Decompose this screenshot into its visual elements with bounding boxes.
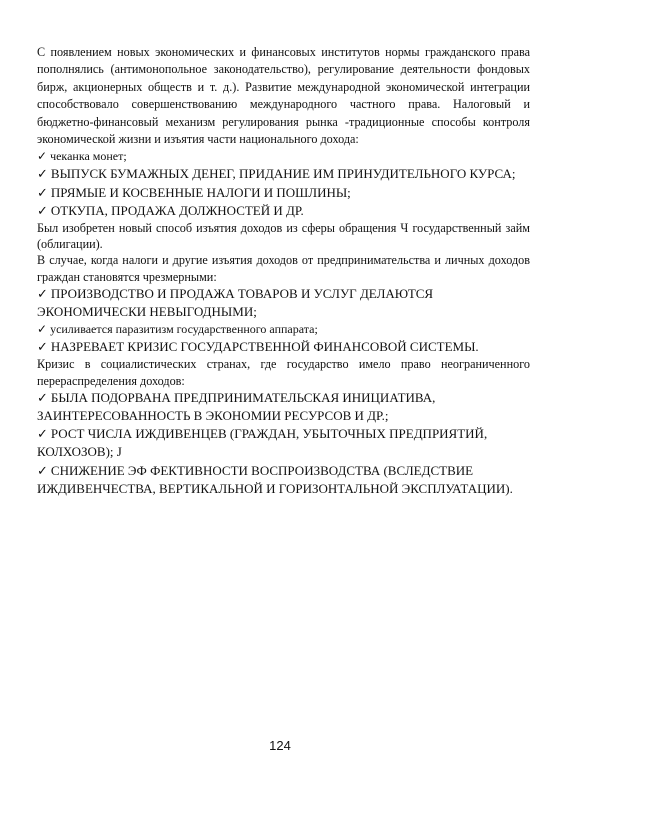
check-icon: ✓ <box>37 149 48 164</box>
list-item <box>37 285 530 321</box>
list-item-text: ПРОИЗВОДСТВО И ПРОДАЖА ТОВАРОВ И УСЛУГ ДЕЛАЮТСЯ ЭКОНОМИЧЕСКИ НЕВЫГОДНЫМИ; <box>37 285 434 320</box>
check-icon: ✓ <box>37 322 48 337</box>
list-state-revenue-sources <box>37 148 530 220</box>
list-item-text: РОСТ ЧИСЛА ИЖДИВЕНЦЕВ (ГРАЖДАН, УБЫТОЧНЫХ ПРЕДПРИЯТИЙ, КОЛХОЗОВ); J <box>37 426 488 460</box>
check-icon: ✓ <box>37 426 48 442</box>
page-number: 124 <box>269 738 291 753</box>
paragraph-excessive-taxes: В случае, когда налоги и другие изъятия доходов от предпринимательства и личных доходов граждан становятся чрезмерными: <box>37 253 530 284</box>
list-item-text: НАЗРЕВАЕТ КРИЗИС ГОСУДАРСТВЕННОЙ ФИНАНСОВОЙ СИСТЕМЫ. <box>50 339 479 355</box>
check-icon: ✓ <box>37 285 48 301</box>
list-crisis-effects <box>37 389 530 498</box>
check-icon: ✓ <box>37 166 48 182</box>
list-item <box>37 338 530 356</box>
check-icon: ✓ <box>37 339 48 355</box>
list-item-text: усиливается паразитизм государственного аппарата; <box>50 322 318 337</box>
list-item <box>37 389 530 425</box>
list-item <box>37 184 530 202</box>
list-item-text: ПРЯМЫЕ И КОСВЕННЫЕ НАЛОГИ И ПОШЛИНЫ; <box>50 184 351 200</box>
paragraph-socialist-crisis: Кризис в социалистических странах, где государство имело право неограниченного перераспределения доходов: <box>37 357 530 388</box>
paragraph-state-loan: Был изобретен новый способ изъятия доходов из сферы обращения Ч государственный займ (облигации). <box>37 221 530 252</box>
list-item-text: чеканка монет; <box>50 149 127 164</box>
check-icon: ✓ <box>37 202 48 218</box>
list-item-text: ВЫПУСК БУМАЖНЫХ ДЕНЕГ, ПРИДАНИЕ ИМ ПРИНУДИТЕЛЬНОГО КУРСА; <box>50 166 516 182</box>
check-icon: ✓ <box>37 184 48 200</box>
list-item <box>37 462 530 498</box>
list-item <box>37 202 530 220</box>
check-icon: ✓ <box>37 389 48 405</box>
list-excessive-taxes-effects <box>37 285 530 357</box>
list-item-text: БЫЛА ПОДОРВАНА ПРЕДПРИНИМАТЕЛЬСКАЯ ИНИЦИАТИВА, ЗАИНТЕРЕСОВАННОСТЬ В ЭКОНОМИИ РЕСУРСОВ И ДР.; <box>37 389 436 424</box>
list-item <box>37 321 530 338</box>
list-item-text: ОТКУПА, ПРОДАЖА ДОЛЖНОСТЕЙ И ДР. <box>50 202 304 218</box>
list-item <box>37 425 530 461</box>
check-icon: ✓ <box>37 462 48 478</box>
paragraph-intro: С появлением новых экономических и финансовых институтов нормы гражданского права пополнялись (антимонопольное законодательство), регулирование деятельности фондовых бирж, акционерных обществ и т. д.). Развитие международной экономической интеграции способствовало совершенствованию международного частного права. Налоговый и бюджетно-финансовый механизм регулирования рынка -традиционные способы контроля экономической жизни и изъятия части национального дохода: <box>37 45 530 147</box>
document-page <box>37 44 530 498</box>
list-item-text: СНИЖЕНИЕ ЭФ ФЕКТИВНОСТИ ВОСПРОИЗВОДСТВА (ВСЛЕДСТВИЕ ИЖДИВЕНЧЕСТВА, ВЕРТИКАЛЬНОЙ И ГОРИЗОНТАЛЬНОЙ ЭКСПЛУАТАЦИИ). <box>37 462 513 496</box>
list-item <box>37 165 530 183</box>
list-item <box>37 148 530 165</box>
